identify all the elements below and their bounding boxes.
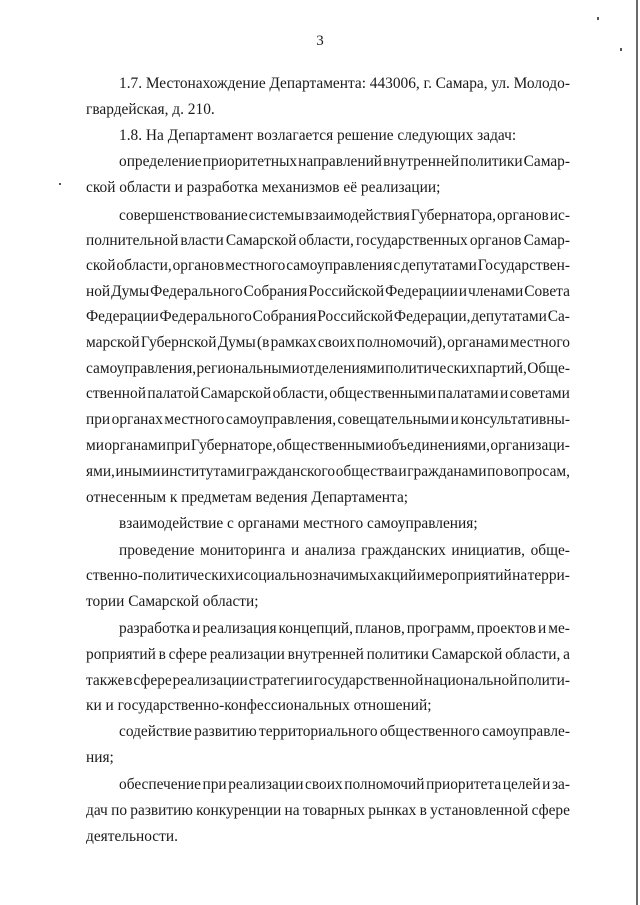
word: членами xyxy=(467,283,524,300)
word: рамках xyxy=(270,334,317,351)
word: 1.7. xyxy=(119,75,143,92)
word: целей xyxy=(502,776,541,793)
paragraph-line xyxy=(86,283,570,301)
scan-speck xyxy=(59,183,61,185)
word: общественными xyxy=(276,437,384,454)
scan-right-edge xyxy=(636,0,638,905)
word: реализации xyxy=(209,646,285,663)
word: вопросам, xyxy=(503,463,570,480)
word: за- xyxy=(551,776,570,793)
paragraph-line xyxy=(86,802,570,820)
word: проведение xyxy=(119,542,195,559)
word: депутатами xyxy=(471,308,547,325)
word: проектов xyxy=(476,620,536,637)
word: ями, xyxy=(86,463,115,480)
word: конкуренции xyxy=(196,802,282,819)
word: организаци- xyxy=(490,437,570,454)
word: Губернатора, xyxy=(410,207,497,224)
word: программ, xyxy=(406,620,475,637)
word: роприятий xyxy=(86,646,156,663)
paragraph-line xyxy=(119,776,570,794)
paragraph-line: 1.8. На Департамент возлагается решение следующих задач: xyxy=(119,127,517,144)
word: местного xyxy=(509,334,570,351)
word: Самарской xyxy=(431,646,503,663)
word: и xyxy=(542,776,551,793)
word: Самарской xyxy=(200,385,272,402)
word: социально xyxy=(243,567,313,584)
word: самоуправления, xyxy=(225,411,337,428)
word: Обще- xyxy=(527,360,570,377)
word: обще- xyxy=(530,542,570,559)
word: местного xyxy=(164,411,225,428)
word: при xyxy=(86,411,111,428)
word: советами xyxy=(509,385,570,402)
word: и xyxy=(416,567,425,584)
paragraph-line xyxy=(86,437,570,455)
word: дач xyxy=(86,802,108,819)
word: (в xyxy=(256,334,270,351)
paragraph-line xyxy=(86,257,570,275)
word: инициатив, xyxy=(451,542,526,559)
word: Российской xyxy=(317,308,394,325)
word: и xyxy=(398,463,407,480)
word: разработка xyxy=(119,620,191,637)
word: институтами xyxy=(160,463,246,480)
paragraph-line xyxy=(86,672,570,690)
word: Думы xyxy=(217,334,256,351)
word: региональными xyxy=(196,360,300,377)
word: области, xyxy=(505,646,561,663)
word: концепций, xyxy=(278,620,354,637)
word: при xyxy=(202,776,227,793)
paragraph-line xyxy=(86,646,570,664)
word: совещательными xyxy=(337,411,450,428)
word: политических xyxy=(385,360,477,377)
word: Совета xyxy=(524,283,570,300)
word: внутренней xyxy=(383,153,460,170)
page-number: 3 xyxy=(316,33,324,49)
word: органах xyxy=(111,411,163,428)
word: также xyxy=(86,672,125,689)
word: ской xyxy=(86,257,116,274)
paragraph-line: тории Самарской области; xyxy=(86,593,259,610)
word: по xyxy=(487,463,504,480)
word: анализа xyxy=(304,542,356,559)
paragraph-line xyxy=(86,308,570,326)
word: Самар- xyxy=(523,232,570,249)
word: стратегии xyxy=(248,672,313,689)
word: объединениями, xyxy=(383,437,491,454)
word: Самарской xyxy=(225,232,297,249)
word: на xyxy=(284,802,300,819)
paragraph-line xyxy=(119,542,570,560)
word: обеспечение xyxy=(119,776,201,793)
word: полнительной xyxy=(86,232,179,249)
word: реализации xyxy=(172,672,248,689)
word: общественными xyxy=(329,385,437,402)
word: акций xyxy=(377,567,417,584)
paragraph-line: ния; xyxy=(86,749,114,766)
word: самоуправле- xyxy=(482,723,570,740)
word: национальной xyxy=(424,672,518,689)
word: ственно-политических xyxy=(86,567,235,584)
word: и xyxy=(500,385,509,402)
word: сфере xyxy=(133,672,172,689)
word: на xyxy=(512,567,528,584)
word: власти xyxy=(180,232,224,249)
word: взаимодействия xyxy=(305,207,410,224)
word: ми xyxy=(86,437,104,454)
word: депутатами xyxy=(401,257,477,274)
word: развитию xyxy=(130,802,193,819)
word: Губернаторе, xyxy=(190,437,277,454)
word: Федерального xyxy=(150,283,243,300)
word: полномочий xyxy=(344,776,425,793)
word: планов, xyxy=(355,620,405,637)
word: Собрания xyxy=(252,308,317,325)
word: полити- xyxy=(518,672,570,689)
word: и xyxy=(458,283,468,300)
word: местного xyxy=(225,257,286,274)
word: области, xyxy=(272,385,328,402)
paragraph-line: взаимодействие с органами местного самоуправления; xyxy=(119,515,478,532)
word: в xyxy=(158,646,166,663)
word: полномочий), xyxy=(356,334,446,351)
word: органами xyxy=(104,437,166,454)
word: Са- xyxy=(547,308,570,325)
paragraph-line xyxy=(119,153,570,171)
word: отделениями xyxy=(300,360,385,377)
word: партий, xyxy=(477,360,527,377)
paragraph-line xyxy=(119,207,570,225)
paragraph-line: отнесенным к предметам ведения Департамента; xyxy=(86,489,409,506)
word: г. xyxy=(423,75,432,92)
word: ул. xyxy=(491,75,510,92)
word: приоритета xyxy=(426,776,502,793)
word: Молодо- xyxy=(513,75,570,92)
word: внутренней xyxy=(287,646,364,663)
word: территориального xyxy=(259,723,378,740)
paragraph-line: ской области и разработка механизмов её реализации; xyxy=(86,179,441,196)
word: Государствен- xyxy=(477,257,570,274)
word: Департамента: xyxy=(269,75,367,92)
word: Самара, xyxy=(435,75,488,92)
word: гражданского xyxy=(245,463,336,480)
word: политики xyxy=(460,153,523,170)
word: рынках xyxy=(368,802,417,819)
word: и xyxy=(192,620,201,637)
word: своих xyxy=(317,334,356,351)
word: терри- xyxy=(527,567,570,584)
word: государственной xyxy=(313,672,424,689)
word: палатой xyxy=(147,385,200,402)
word: консультативны- xyxy=(460,411,570,428)
word: содействие xyxy=(119,723,192,740)
word: а xyxy=(563,646,570,663)
word: и xyxy=(235,567,244,584)
word: ме- xyxy=(548,620,570,637)
word: и xyxy=(537,620,547,637)
word: мониторинга xyxy=(199,542,286,559)
word: при xyxy=(166,437,191,454)
word: иными xyxy=(115,463,161,480)
word: приоритетных xyxy=(202,153,298,170)
paragraph-line xyxy=(86,232,570,250)
word: области, xyxy=(116,257,172,274)
word: ственной xyxy=(86,385,146,402)
paragraph-line: деятельности. xyxy=(86,828,178,845)
word: Губернской xyxy=(140,334,217,351)
word: самоуправления, xyxy=(86,360,197,377)
paragraph-line xyxy=(119,75,570,93)
paragraph-line xyxy=(86,385,570,403)
word: Думы xyxy=(111,283,150,300)
word: Федерации, xyxy=(393,308,471,325)
word: 443006, xyxy=(369,75,420,92)
word: развитию xyxy=(194,723,257,740)
word: общества xyxy=(335,463,398,480)
word: гражданами xyxy=(407,463,487,480)
paragraph-line xyxy=(86,411,570,429)
word: ис- xyxy=(549,207,570,224)
word: гражданских xyxy=(361,542,446,559)
scan-speck xyxy=(597,17,599,20)
word: установленной xyxy=(430,802,529,819)
word: по xyxy=(111,802,128,819)
word: и xyxy=(290,542,300,559)
word: государственных xyxy=(355,232,468,249)
paragraph-line xyxy=(86,360,570,378)
word: Собрания xyxy=(243,283,308,300)
word: в xyxy=(125,672,133,689)
word: Федерального xyxy=(159,308,252,325)
paragraph-line xyxy=(86,334,570,352)
word: самоуправления xyxy=(286,257,393,274)
word: с xyxy=(393,257,401,274)
word: сфере xyxy=(531,802,570,819)
word: области, xyxy=(298,232,354,249)
word: товарных xyxy=(302,802,365,819)
word: мероприятий xyxy=(425,567,512,584)
word: Российской xyxy=(308,283,385,300)
word: в xyxy=(419,802,427,819)
word: Самар- xyxy=(523,153,570,170)
word: ной xyxy=(86,283,111,300)
paragraph-line xyxy=(119,723,570,741)
word: органами xyxy=(447,334,509,351)
word: органов xyxy=(172,257,225,274)
word: Местонахождение xyxy=(145,75,266,92)
paragraph-line: ки и государственно-конфессиональных отношений; xyxy=(86,697,432,714)
word: определение xyxy=(119,153,202,170)
word: и xyxy=(450,411,459,428)
paragraph-line xyxy=(119,620,570,638)
word: органов xyxy=(469,232,522,249)
word: совершенствование xyxy=(119,207,248,224)
paragraph-line xyxy=(86,567,570,585)
word: реализации xyxy=(228,776,304,793)
word: своих xyxy=(305,776,343,793)
word: палатами xyxy=(437,385,499,402)
word: значимых xyxy=(312,567,377,584)
word: общественного xyxy=(379,723,480,740)
paragraph-line xyxy=(86,463,570,481)
word: Федерации xyxy=(385,283,458,300)
word: направлений xyxy=(298,153,383,170)
word: Федерации xyxy=(86,308,159,325)
word: системы xyxy=(248,207,305,224)
paragraph-line: гвардейская, д. 210. xyxy=(86,101,215,118)
word: реализация xyxy=(202,620,277,637)
word: сфере xyxy=(168,646,207,663)
word: органов xyxy=(497,207,549,224)
word: политики xyxy=(366,646,429,663)
word: марской xyxy=(86,334,140,351)
